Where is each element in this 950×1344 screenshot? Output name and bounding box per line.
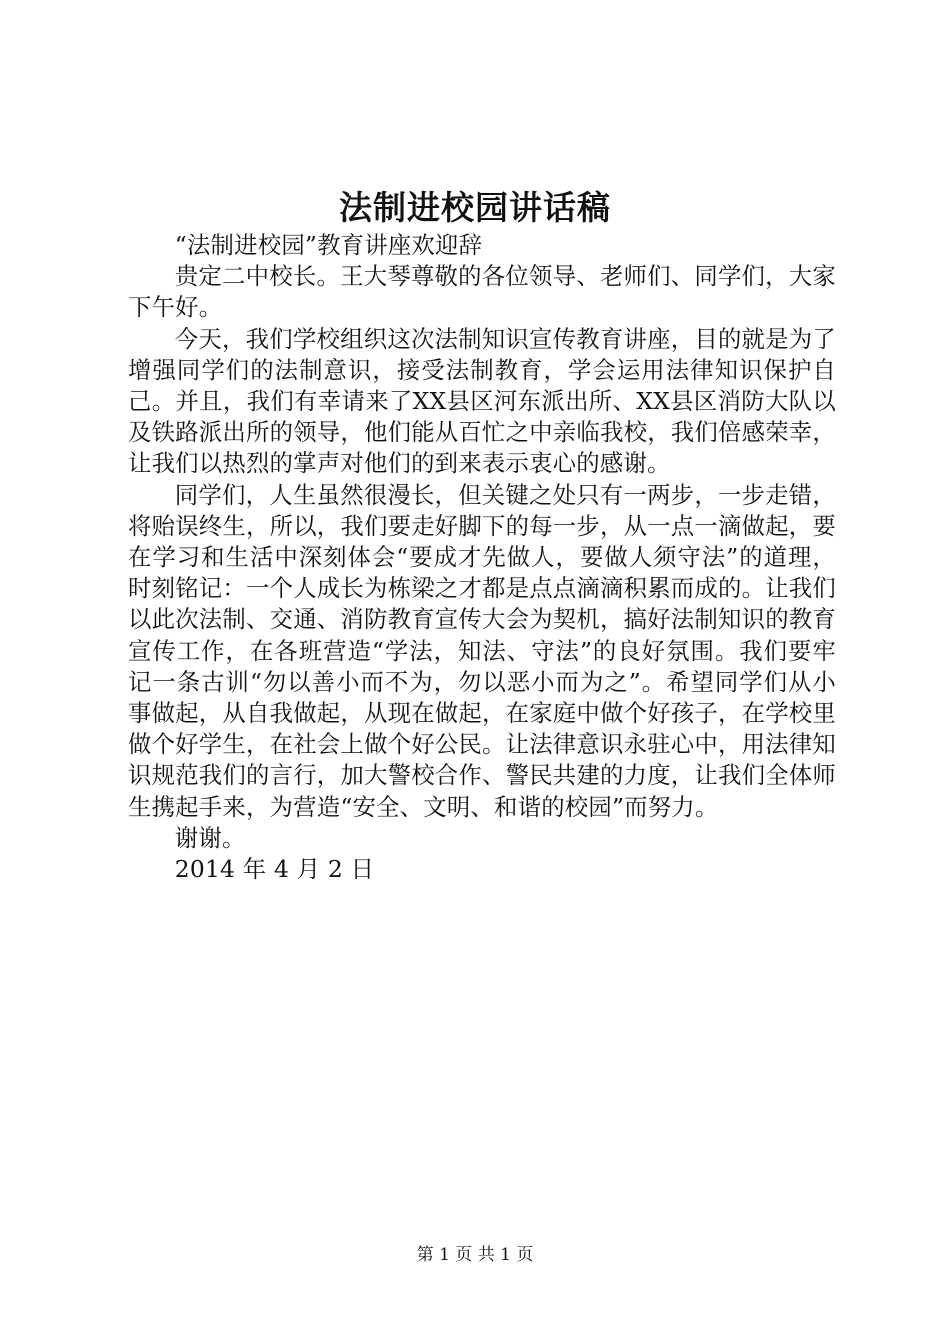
paragraph-intro: 今天，我们学校组织这次法制知识宣传教育讲座，目的就是为了增强同学们的法制意识，接受法制教育，学会运用法律知识保护自己。并且，我们有幸请来了XX县区河东派出所、XX县区消防大队以及铁路派出所的领导，他们能从百忙之中亲临我校，我们倍感荣幸，让我们以热烈的掌声对他们的到来表示衷心的感谢。 [128, 324, 836, 478]
paragraph-subtitle: “法制进校园”教育讲座欢迎辞 [174, 231, 483, 259]
paragraph-date: 2014 年 4 月 2 日 [174, 855, 375, 884]
page-footer: 第 1 页 共 1 页 [416, 1245, 534, 1265]
paragraph-thanks: 谢谢。 [174, 823, 246, 852]
document-title: 法制进校园讲话稿 [339, 188, 611, 227]
paragraph-greeting: 贵定二中校长。王大琴尊敬的各位领导、老师们、同学们，大家下午好。 [128, 262, 836, 322]
paragraph-main: 同学们，人生虽然很漫长，但关键之处只有一两步，一步走错，将贻误终生，所以，我们要走好脚下的每一步，从一点一滴做起，要在学习和生活中深刻体会“要成才先做人，要做人须守法”的道理，时刻铭记：一个人成长为栋梁之才都是点点滴滴积累而成的。让我们以此次法制、交通、消防教育宣传大会为契机，搞好法制知识的教育宣传工作，在各班营造“学法，知法、守法”的良好氛围。我们要牢记一条古训“勿以善小而不为，勿以恶小而为之”。希望同学们从小事做起，从自我做起，从现在做起，在家庭中做个好孩子，在学校里做个好学生，在社会上做个好公民。让法律意识永驻心中，用法律知识规范我们的言行，加大警校合作、警民共建的力度，让我们全体师生携起手来，为营造“安全、文明、和谐的校园”而努力。 [128, 480, 836, 821]
document-body [128, 230, 836, 885]
